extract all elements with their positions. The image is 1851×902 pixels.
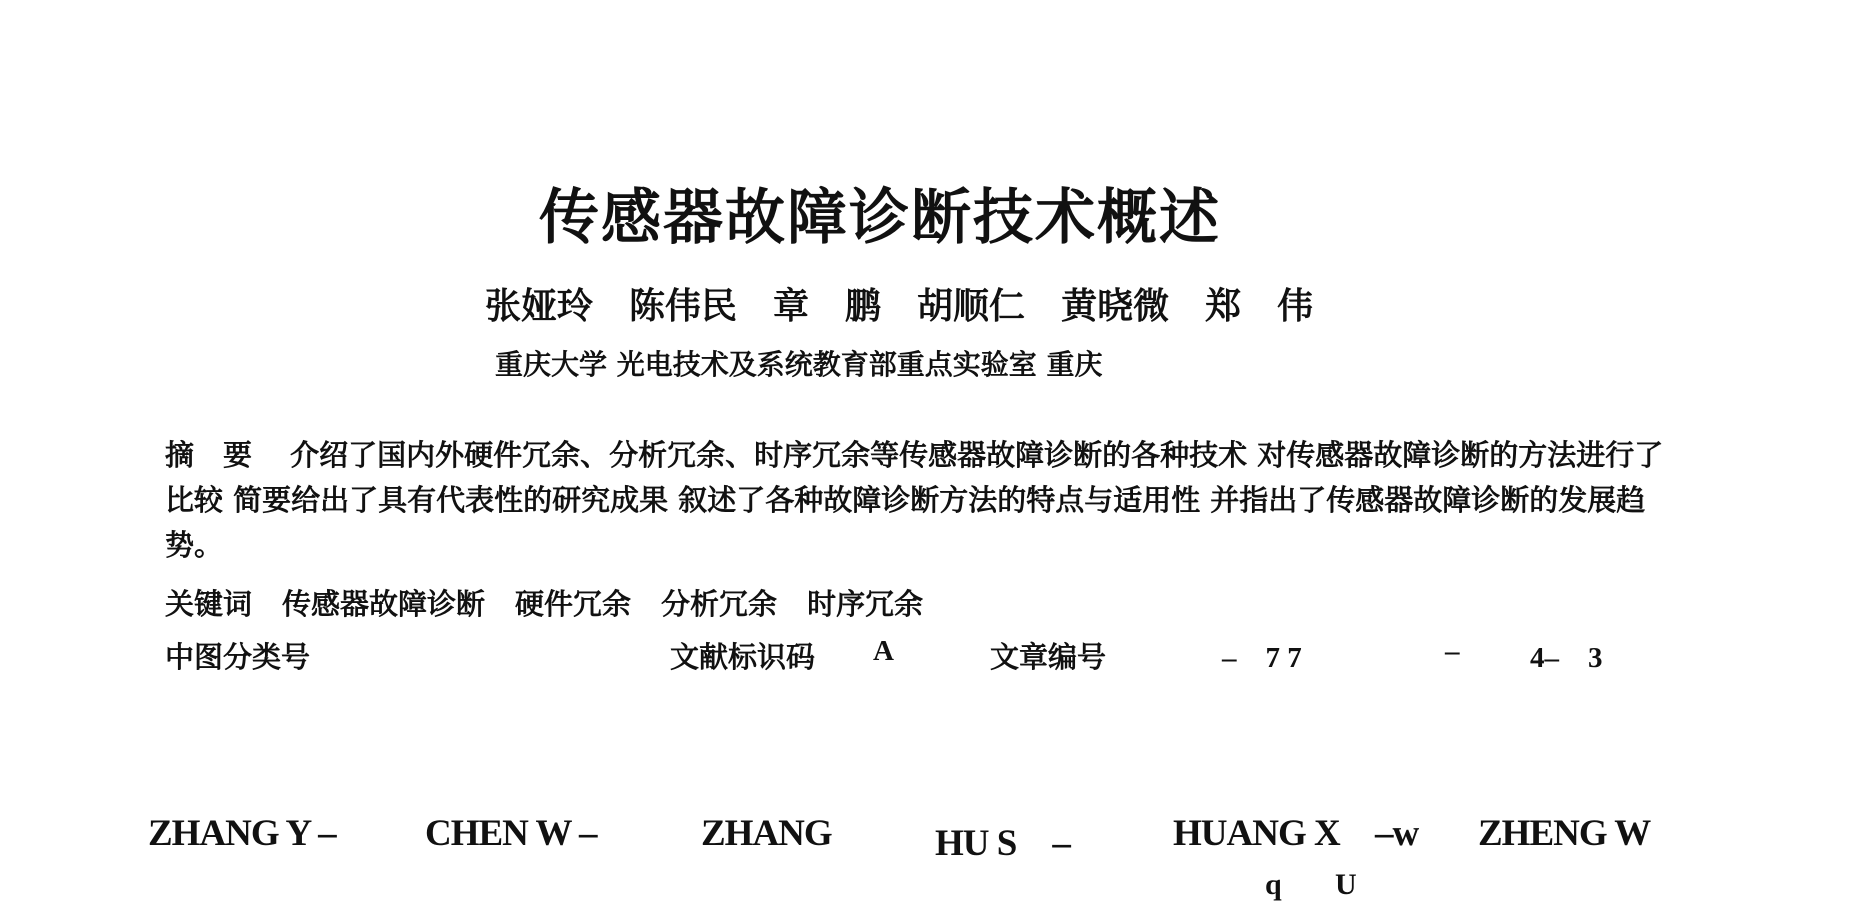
- author-name: 张娅玲: [485, 286, 594, 327]
- affiliation: 重庆大学 光电技术及系统教育部重点实验室 重庆: [495, 348, 1103, 381]
- keyword: 硬件冗余: [515, 587, 632, 621]
- abstract: [165, 433, 1675, 568]
- english-author: CHEN W –: [425, 813, 597, 854]
- clc-label: 中图分类号: [165, 640, 311, 674]
- keywords: [165, 582, 923, 623]
- author-list: [485, 278, 1313, 329]
- english-author: ZHANG: [701, 813, 832, 854]
- author-name: 章 鹏: [773, 286, 882, 327]
- article-no-label: 文章编号: [990, 640, 1107, 674]
- english-author: HU S –: [935, 823, 1070, 864]
- english-author: ZHENG W: [1478, 813, 1651, 854]
- author-name: 胡顺仁: [917, 286, 1026, 327]
- keywords-label: 关键词: [165, 587, 253, 621]
- article-no-part: – 7 7: [1222, 642, 1302, 674]
- english-subscript: U: [1335, 868, 1357, 901]
- keyword: 分析冗余: [661, 587, 778, 621]
- doc-code: A: [873, 635, 894, 667]
- english-author: –w: [1375, 813, 1419, 854]
- doc-code-label: 文献标识码: [670, 640, 816, 674]
- keyword: 传感器故障诊断: [282, 587, 486, 621]
- article-no-part: 4– 3: [1530, 642, 1603, 674]
- abstract-label: 摘 要: [165, 438, 253, 472]
- article-no-part: –: [1445, 635, 1460, 667]
- author-name: 黄晓微: [1061, 286, 1170, 327]
- english-author: HUANG X: [1173, 813, 1340, 854]
- abstract-text: 介绍了国内外硬件冗余、分析冗余、时序冗余等传感器故障诊断的各种技术 对传感器故障诊断的方法进行了比较 简要给出了具有代表性的研究成果 叙述了各种故障诊断方法的特点与适用性 并指出了传感器故障诊断的发展趋势。: [165, 438, 1664, 562]
- author-name: 郑 伟: [1205, 286, 1314, 327]
- english-author: ZHANG Y –: [148, 813, 336, 854]
- author-name: 陈伟民: [629, 286, 738, 327]
- keyword: 时序冗余: [807, 587, 924, 621]
- paper-title: 传感器故障诊断技术概述: [539, 183, 1221, 253]
- english-subscript: q: [1265, 868, 1282, 901]
